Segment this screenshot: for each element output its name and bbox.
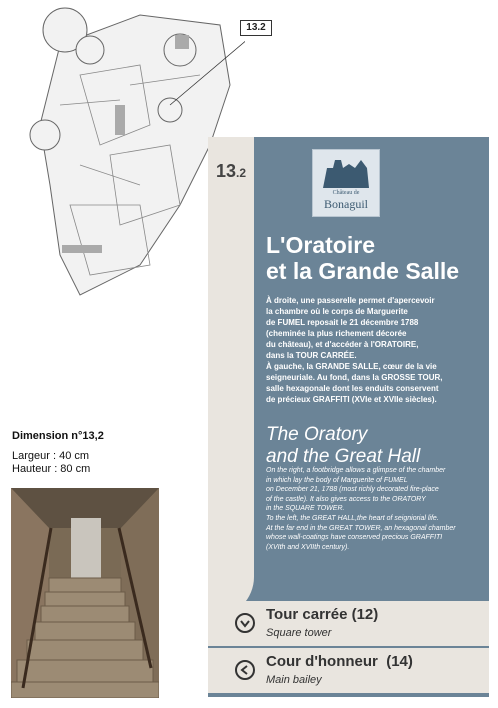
direction-sublabel: Main bailey bbox=[266, 674, 322, 686]
arrow-left-circle-icon bbox=[234, 659, 256, 681]
info-panel bbox=[208, 137, 489, 697]
staircase-photo bbox=[11, 488, 159, 698]
direction-sublabel: Square tower bbox=[266, 627, 332, 639]
logo-subtitle: Château de bbox=[332, 190, 360, 196]
dimension-height: Hauteur : 80 cm bbox=[12, 463, 91, 475]
direction-label: Cour d'honneur (14) bbox=[266, 653, 413, 670]
dimension-block bbox=[12, 430, 182, 476]
direction-cour-honneur bbox=[208, 648, 489, 693]
direction-tour-carree bbox=[208, 601, 489, 646]
panel-tab bbox=[208, 137, 254, 617]
french-title: L'Oratoire et la Grande Salle bbox=[266, 232, 460, 284]
plan-marker-label: 13.2 bbox=[240, 20, 272, 36]
panel-number: 13.2 bbox=[216, 161, 247, 181]
castle-logo-icon bbox=[313, 150, 379, 190]
bonaguil-logo bbox=[312, 149, 380, 217]
logo-title: Bonaguil bbox=[324, 197, 368, 211]
english-title: The Oratory and the Great Hall bbox=[266, 424, 421, 467]
dimension-title: Dimension n°13,2 bbox=[12, 430, 104, 442]
arrow-down-circle-icon bbox=[234, 612, 256, 634]
french-description: À droite, une passerelle permet d'apercevoir la chambre où le corps de Marguerite de FUMEL reposait le 21 décembre 1788 (cheminée la plus richement décorée du château), et d'accéder à l'ORATOIRE, dans la TOUR CARRÉE. À gauche, la GRANDE SALLE, cœur de la vie seigneuriale. Au fond, dans la GROSSE TOUR, salle hexagonale dont les enduits conservent de précieux GRAFFITI (XVIe et XVIIe siècles). bbox=[266, 296, 443, 404]
english-description: On the right, a footbridge allows a glimpse of the chamber in which lay the body of Marguerite of FUMEL on December 21, 1788 (most richly decorated fire-place of the castle). It also gives access to the ORATORY in the SQUARE TOWER. To the left, the GREAT HALL,the heart of seigniorial life. At the far end in the GREAT TOWER, an hexagonal chamber whose wall-coatings have conserved precious GRAFFITI (XVIth and XVIIth century). bbox=[266, 467, 456, 551]
direction-label: Tour carrée (12) bbox=[266, 606, 379, 623]
dimension-width: Largeur : 40 cm bbox=[12, 450, 90, 462]
